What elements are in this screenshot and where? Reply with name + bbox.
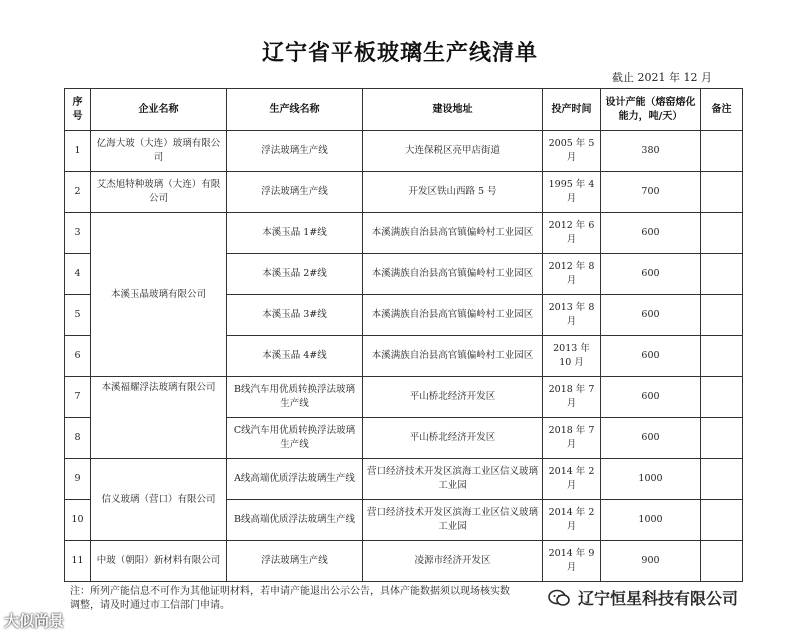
header-capacity: 设计产能（熔窑熔化能力，吨/天） <box>601 89 701 131</box>
cell-remark <box>701 541 743 582</box>
cell-company: 本溪玉晶玻璃有限公司 <box>91 213 227 377</box>
production-line-table <box>64 88 743 582</box>
cell-date: 2013 年 10 月 <box>543 336 601 377</box>
table-row <box>65 459 743 500</box>
cell-company: 信义玻璃（营口）有限公司 <box>91 459 227 541</box>
watermark-right <box>548 586 738 609</box>
header-date: 投产时间 <box>543 89 601 131</box>
cell-capacity: 600 <box>601 295 701 336</box>
watermark-left <box>4 610 64 631</box>
cell-company: 本溪福耀浮法玻璃有限公司 <box>91 377 227 459</box>
cell-remark <box>701 254 743 295</box>
wechat-icon <box>548 589 570 607</box>
cell-date: 2005 年 5 月 <box>543 131 601 172</box>
cell-company: 亿海大玻（大连）玻璃有限公司 <box>91 131 227 172</box>
cell-no: 7 <box>65 377 91 418</box>
cell-remark <box>701 459 743 500</box>
cell-date: 2014 年 2 月 <box>543 459 601 500</box>
cell-line: 浮法玻璃生产线 <box>227 172 363 213</box>
cell-line: 本溪玉晶 2#线 <box>227 254 363 295</box>
footnote-line-2: 调整，请及时通过市工信部门申请。 <box>70 600 230 611</box>
table-header-row <box>65 89 743 131</box>
cell-address: 平山桥北经济开发区 <box>363 418 543 459</box>
header-remark: 备注 <box>701 89 743 131</box>
cell-no: 4 <box>65 254 91 295</box>
as-of-date: 截止 2021 年 12 月 <box>612 71 712 84</box>
cell-remark <box>701 336 743 377</box>
cell-capacity: 1000 <box>601 500 701 541</box>
cell-address: 营口经济技术开发区滨海工业区信义玻璃工业园 <box>363 500 543 541</box>
cell-company: 艾杰旭特种玻璃（大连）有限公司 <box>91 172 227 213</box>
cell-remark <box>701 500 743 541</box>
cell-line: B线汽车用优质转换浮法玻璃生产线 <box>227 377 363 418</box>
cell-date: 2014 年 9 月 <box>543 541 601 582</box>
cell-line: B线高端优质浮法玻璃生产线 <box>227 500 363 541</box>
watermark-left-text: 大似尚景 <box>4 612 65 630</box>
cell-date: 2012 年 8 月 <box>543 254 601 295</box>
cell-date: 2018 年 7 月 <box>543 377 601 418</box>
cell-address: 开发区铁山西路 5 号 <box>363 172 543 213</box>
cell-address: 平山桥北经济开发区 <box>363 377 543 418</box>
table-row <box>65 377 743 418</box>
cell-capacity: 600 <box>601 213 701 254</box>
cell-no: 9 <box>65 459 91 500</box>
cell-no: 3 <box>65 213 91 254</box>
cell-no: 2 <box>65 172 91 213</box>
cell-line: C线汽车用优质转换浮法玻璃生产线 <box>227 418 363 459</box>
cell-date: 2013 年 8 月 <box>543 295 601 336</box>
cell-line: 本溪玉晶 4#线 <box>227 336 363 377</box>
cell-capacity: 600 <box>601 418 701 459</box>
cell-no: 5 <box>65 295 91 336</box>
cell-company: 中玻（朝阳）新材料有限公司 <box>91 541 227 582</box>
cell-no: 6 <box>65 336 91 377</box>
cell-date: 2014 年 2 月 <box>543 500 601 541</box>
header-company: 企业名称 <box>91 89 227 131</box>
cell-no: 10 <box>65 500 91 541</box>
cell-remark <box>701 213 743 254</box>
cell-address: 本溪满族自治县高官镇偏岭村工业园区 <box>363 213 543 254</box>
cell-capacity: 380 <box>601 131 701 172</box>
cell-no: 8 <box>65 418 91 459</box>
cell-date: 2018 年 7 月 <box>543 418 601 459</box>
cell-line: 浮法玻璃生产线 <box>227 131 363 172</box>
cell-capacity: 600 <box>601 254 701 295</box>
cell-address: 营口经济技术开发区滨海工业区信义玻璃工业园 <box>363 459 543 500</box>
cell-capacity: 700 <box>601 172 701 213</box>
table-row <box>65 213 743 254</box>
cell-capacity: 600 <box>601 377 701 418</box>
cell-remark <box>701 418 743 459</box>
cell-capacity: 600 <box>601 336 701 377</box>
cell-remark <box>701 172 743 213</box>
footnote-line-1: 注：所列产能信息不可作为其他证明材料，若申请产能退出公示公告，具体产能数据须以现场核实数 <box>70 586 510 597</box>
cell-address: 本溪满族自治县高官镇偏岭村工业园区 <box>363 254 543 295</box>
cell-line: A线高端优质浮法玻璃生产线 <box>227 459 363 500</box>
header-no: 序号 <box>65 89 91 131</box>
cell-remark <box>701 131 743 172</box>
table-row <box>65 541 743 582</box>
cell-capacity: 900 <box>601 541 701 582</box>
cell-date: 1995 年 4 月 <box>543 172 601 213</box>
header-address: 建设地址 <box>363 89 543 131</box>
header-line: 生产线名称 <box>227 89 363 131</box>
cell-capacity: 1000 <box>601 459 701 500</box>
page-title: 辽宁省平板玻璃生产线清单 <box>261 41 538 66</box>
cell-remark <box>701 377 743 418</box>
cell-address: 凌源市经济开发区 <box>363 541 543 582</box>
cell-line: 本溪玉晶 1#线 <box>227 213 363 254</box>
cell-address: 大连保税区亮甲店街道 <box>363 131 543 172</box>
table-row <box>65 172 743 213</box>
cell-no: 1 <box>65 131 91 172</box>
cell-line: 本溪玉晶 3#线 <box>227 295 363 336</box>
cell-address: 本溪满族自治县高官镇偏岭村工业园区 <box>363 295 543 336</box>
watermark-right-text: 辽宁恒星科技有限公司 <box>578 589 739 608</box>
cell-address: 本溪满族自治县高官镇偏岭村工业园区 <box>363 336 543 377</box>
cell-no: 11 <box>65 541 91 582</box>
cell-line: 浮法玻璃生产线 <box>227 541 363 582</box>
cell-date: 2012 年 6 月 <box>543 213 601 254</box>
table-row <box>65 131 743 172</box>
cell-remark <box>701 295 743 336</box>
